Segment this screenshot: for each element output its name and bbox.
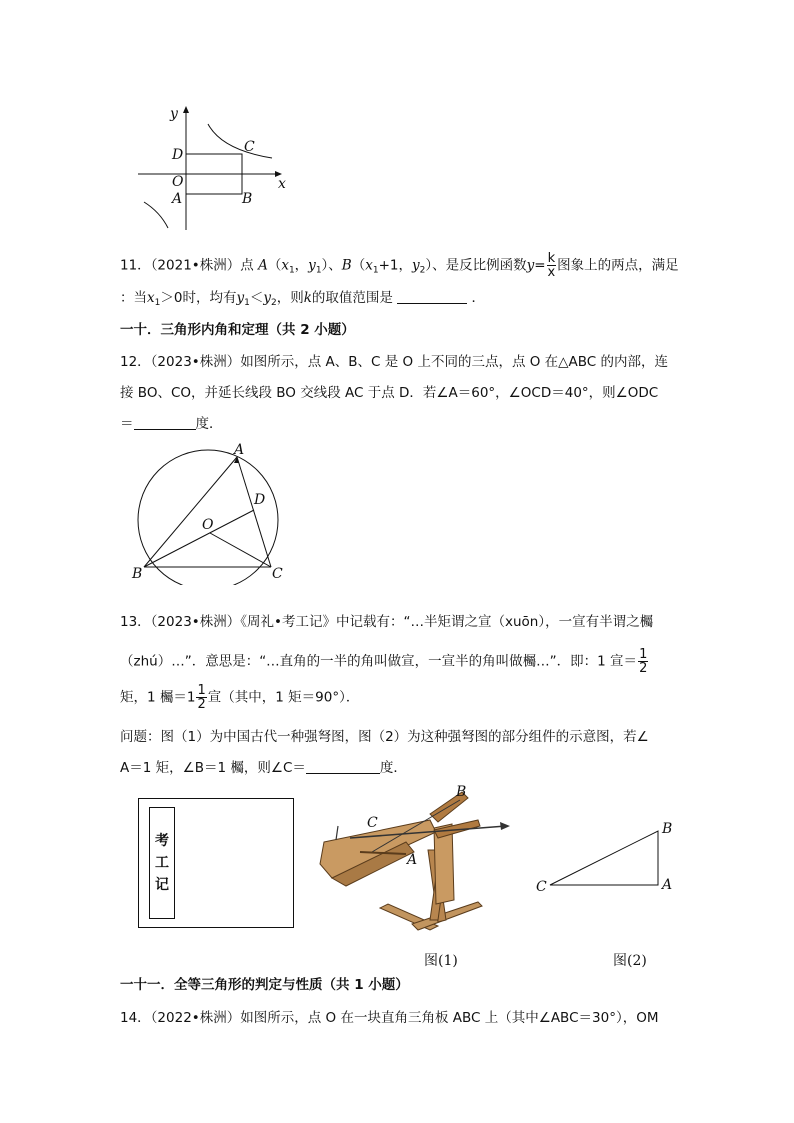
section-heading-10: 一十．三角形内角和定理（共 2 小题）	[120, 322, 355, 338]
crossbow-label-c: C	[367, 815, 378, 831]
q13-line2: （zhú）…”．意思是：“…直角的一半的角叫做宣，一宣半的角叫做欘…”．即：1 宣＝ $\frac{1}{2}$	[120, 647, 648, 676]
label-o: O	[172, 174, 184, 190]
label-c: C	[244, 139, 255, 155]
label-y: y	[170, 106, 178, 122]
label-o: O	[202, 517, 214, 533]
label-d: D	[172, 147, 184, 163]
label-x: x	[278, 176, 286, 192]
q13-line4: 问题：图（1）为中国古代一种强弩图，图（2）为这种强弩图的部分组件的示意图，若∠	[120, 729, 649, 745]
circle-triangle-figure	[130, 440, 300, 585]
fraction-one-half-mixed: $\frac{1}{2}$	[197, 683, 206, 712]
tri-label-b: B	[662, 821, 673, 837]
crossbow-label-a: A	[407, 852, 418, 868]
segment-ab	[144, 457, 237, 567]
section-heading-11: 一十一．全等三角形的判定与性质（共 1 小题）	[120, 977, 409, 993]
q14-line1: 14．（2022•株洲）如图所示，点 O 在一块直角三角板 ABC 上（其中∠ABC＝30°），OM	[120, 1010, 659, 1026]
book-char-3: 记	[155, 877, 169, 893]
q13-line5: A＝1 矩，∠B＝1 欘，则∠C＝ 度．	[120, 760, 407, 776]
q13-line3: 矩，1 欘＝1 $\frac{1}{2}$ 宣（其中，1 矩＝90°）．	[120, 683, 360, 712]
answer-blank-q11[interactable]	[397, 289, 467, 304]
label-c: C	[272, 566, 283, 582]
q11-line2: ：当$x_1>0$时，均有$y_1<y_2$，则k的取值范围是 ．	[120, 290, 485, 308]
label-d: D	[254, 492, 266, 508]
book-title-box	[149, 807, 175, 919]
crossbow-arrowhead	[500, 822, 510, 830]
hyperbola-branch-lower	[144, 202, 168, 228]
crossbow-base-right	[412, 902, 482, 930]
hyperbola-rectangle-figure	[130, 100, 300, 235]
answer-blank-q13[interactable]	[306, 759, 380, 774]
tri-label-c: C	[536, 879, 547, 895]
figure-caption-2: 图(2)	[613, 953, 647, 969]
label-a: A	[172, 191, 183, 207]
crossbow-trigger	[336, 826, 338, 840]
book-kaogongji-image	[138, 798, 294, 928]
label-b: B	[242, 191, 253, 207]
hyperbola-branch-upper	[208, 124, 272, 158]
crossbow-image	[310, 780, 515, 945]
answer-blank-q12[interactable]	[134, 415, 196, 430]
label-a: A	[234, 442, 245, 458]
fraction-one-half: $\frac{1}{2}$	[639, 647, 648, 676]
label-b: B	[132, 566, 143, 582]
q12-line3: ＝ 度．	[120, 416, 223, 432]
tri-label-a: A	[662, 877, 673, 893]
book-char-1: 考	[155, 833, 169, 849]
right-triangle-figure	[530, 815, 690, 900]
y-axis-arrow	[183, 106, 189, 113]
q12-line1: 12．（2023•株洲）如图所示，点 A、B、C 是 O 上不同的三点，点 O 在△ABC 的内部，连	[120, 354, 669, 370]
segment-bd	[144, 510, 254, 567]
triangle-abc	[550, 831, 658, 885]
q13-line1: 13．（2023•株洲）《周礼•考工记》中记载有：“…半矩谓之宣（xuōn），一宣有半谓之欘	[120, 614, 654, 630]
book-char-2: 工	[155, 855, 169, 871]
q12-line2: 接 BO、CO，并延长线段 BO 交线段 AC 于点 D．若∠A＝60°，∠OCD＝40°，则∠ODC	[120, 385, 659, 401]
crossbow-label-b: B	[456, 784, 467, 800]
figure-caption-1: 图(1)	[424, 953, 458, 969]
fraction-k-over-x: $\frac{k}{x}$	[547, 251, 556, 280]
q11-line1: 11．（2021•株洲）点 $A(x_1$，$y_1$）、$B(x_1+1$，$y_2$）、是反比例函数y= $\frac{k}{x}$ 图象上的两点，满足	[120, 251, 679, 280]
